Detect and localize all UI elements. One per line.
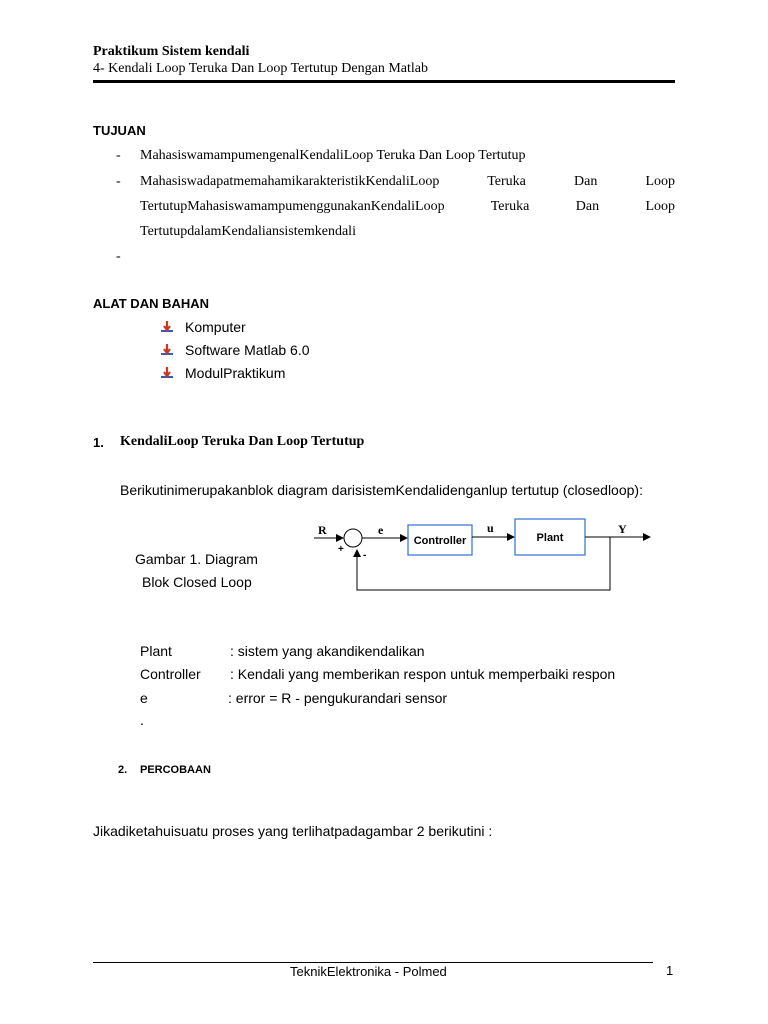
section-1-number: 1.	[93, 435, 104, 450]
alat-item	[160, 365, 285, 381]
definition-desc: : Kendali yang memberikan respon untuk memperbaiki respon	[230, 666, 616, 682]
tujuan-item-1: MahasiswamampumengenalKendaliLoop Teruka Dan Loop Tertutup	[140, 148, 526, 163]
diagram-output-label: Y	[618, 522, 627, 536]
definition-desc: : error = R - pengukurandari sensor	[228, 690, 448, 706]
controller-block-label: Controller	[413, 535, 467, 547]
definition-term: Plant	[140, 643, 172, 659]
closed-loop-block-diagram	[300, 515, 660, 610]
diagram-error-label: e	[378, 523, 384, 537]
tujuan-item-3: TertutupMahasiswamampumenggunakanKendaliLoop Teruka Dan Loop	[140, 199, 675, 214]
tujuan-item-4: TertutupdalamKendaliansistemkendali	[140, 224, 356, 239]
arrow-bullet-icon	[160, 366, 174, 380]
tujuan-item-2: MahasiswadapatmemahamikarakteristikKendaliLoop Teruka Dan Loop	[140, 174, 675, 189]
summing-junction	[344, 529, 362, 547]
tujuan-empty-dash: -	[116, 249, 121, 264]
alat-item-label: Komputer	[185, 319, 246, 335]
document-subtitle: 4- Kendali Loop Teruka Dan Loop Tertutup Dengan Matlab	[93, 61, 428, 76]
section-2-intro: Jikadiketahuisuatu proses yang terlihatpadagambar 2 berikutini :	[93, 823, 493, 839]
arrow-bullet-icon	[160, 343, 174, 357]
definition-term: e	[140, 690, 148, 706]
tujuan-dash: -	[116, 148, 121, 163]
diagram-control-label: u	[487, 521, 494, 535]
section-2-number: 2.	[118, 764, 128, 776]
header-divider	[93, 80, 675, 83]
section-1-trailing-dot: .	[140, 712, 144, 728]
page-number: 1	[666, 963, 674, 978]
alat-item	[160, 342, 310, 358]
plant-block-label: Plant	[536, 532, 564, 544]
diagram-minus-sign: -	[363, 550, 367, 561]
section-1-intro: Berikutinimerupakanblok diagram darisistemKendalidenganlup tertutup (closedloop):	[120, 482, 643, 498]
diagram-plus-sign: +	[338, 544, 344, 555]
arrow-bullet-icon	[160, 320, 174, 334]
section-1-title: KendaliLoop Teruka Dan Loop Tertutup	[120, 434, 365, 449]
alat-item-label: ModulPraktikum	[185, 365, 286, 381]
diagram-input-label: R	[318, 523, 327, 537]
alat-item	[160, 319, 246, 335]
definition-desc: : sistem yang akandikendalikan	[230, 643, 425, 659]
alat-heading: ALAT DAN BAHAN	[93, 296, 210, 311]
document-title: Praktikum Sistem kendali	[93, 44, 250, 59]
footer-divider	[93, 962, 653, 963]
footer-text: TeknikElektronika - Polmed	[290, 964, 447, 979]
section-2-title: PERCOBAAN	[140, 764, 211, 776]
figure-caption-line-2: Blok Closed Loop	[142, 574, 252, 590]
definition-term: Controller	[140, 666, 201, 682]
figure-caption-line-1: Gambar 1. Diagram	[135, 551, 258, 567]
alat-item-label: Software Matlab 6.0	[185, 342, 310, 358]
tujuan-dash: -	[116, 174, 121, 189]
tujuan-heading: TUJUAN	[93, 123, 146, 138]
